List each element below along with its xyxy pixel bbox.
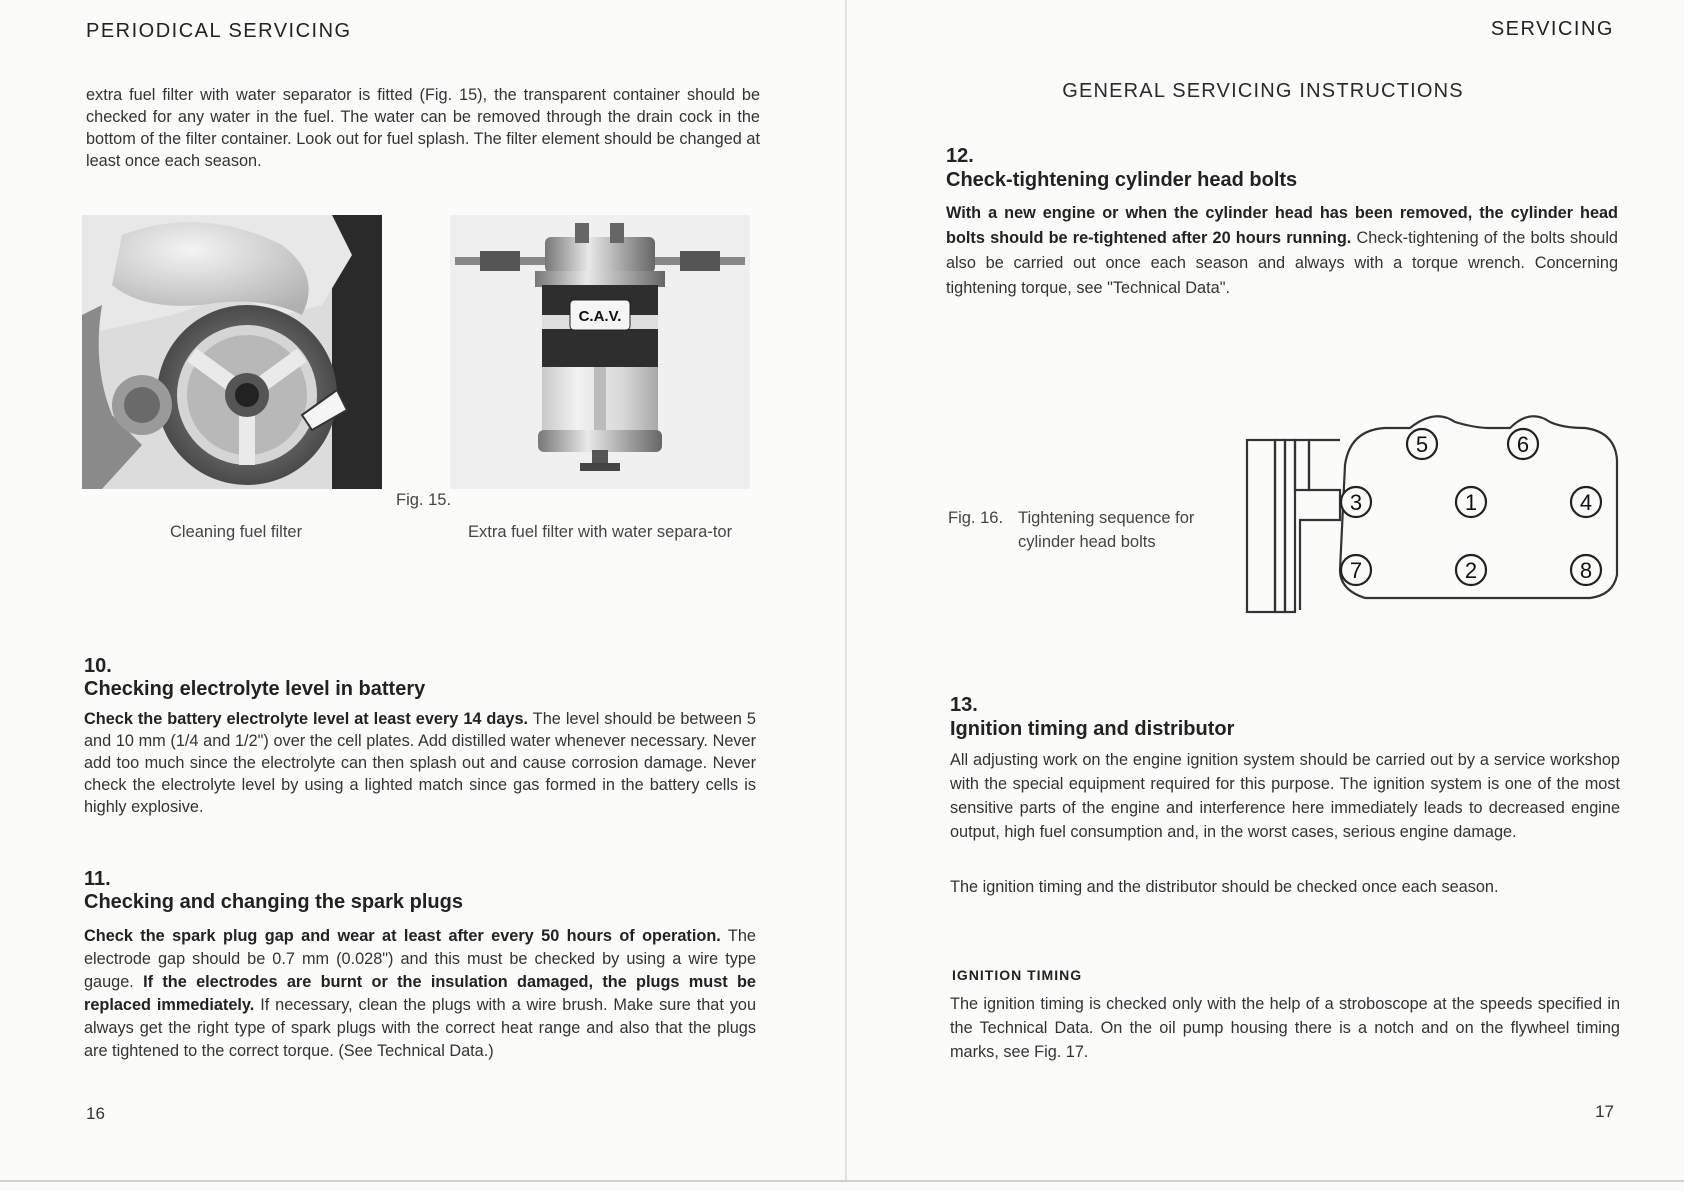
- bolt-label-5: 5: [1415, 432, 1429, 457]
- bolt-label-8: 8: [1579, 558, 1593, 583]
- section-10-title: Checking electrolyte level in battery: [84, 678, 426, 700]
- bolt-markers: [1341, 429, 1601, 585]
- section-10-number: 10.: [84, 655, 112, 677]
- figure-16-caption-line1: Tightening sequence for: [1018, 509, 1195, 527]
- bolt-label-1: 1: [1464, 490, 1478, 515]
- figure-15-label: Fig. 15.: [396, 491, 452, 509]
- bolt-6: [1508, 429, 1538, 459]
- section-11-bold-mid: If the electrodes are burnt or the insulation damaged, the plugs must be replaced immediately.: [84, 973, 756, 1014]
- bolt-label-6: 6: [1516, 432, 1530, 457]
- section-13-paragraph-1: All adjusting work on the engine ignition system should be carried out by a service workshop with the special equipment required for this purpose. The ignition system is one of the most sensitive parts of the engine and interference here immediately leads to decreased engine output, high fuel consumption and, in the worst cases, serious engine damage.: [950, 751, 1620, 841]
- section-12-number: 12.: [946, 145, 974, 167]
- section-12-title: Check-tightening cylinder head bolts: [946, 169, 1298, 191]
- bolt-8: [1571, 555, 1601, 585]
- section-11-text-2: If necessary, clean the plugs with a wire brush. Make sure that you always get the right type of spark plugs with the correct heat range and also that the plugs are tightened to the correct torque. (See Technical Data.): [84, 996, 756, 1060]
- section-11-body: [84, 925, 756, 1063]
- section-13-number: 13.: [950, 694, 978, 716]
- section-10-bold-lead: Check the battery electrolyte level at least every 14 days.: [84, 710, 529, 728]
- fuel-filter-cleaning-photo: [82, 215, 382, 489]
- running-head: SERVICING: [1490, 18, 1614, 40]
- running-head: PERIODICAL SERVICING: [86, 20, 352, 42]
- filter-brand-label: C.A.V.: [578, 308, 622, 325]
- figure-15-caption-left: Cleaning fuel filter: [170, 523, 303, 541]
- section-12-bold-lead: With a new engine or when the cylinder head has been removed, the cylinder head bolts should be re-tightened after 20 hours running.: [946, 204, 1618, 247]
- bolt-4: [1571, 487, 1601, 517]
- ignition-timing-heading: IGNITION TIMING: [952, 967, 1083, 983]
- page-number-left: 16: [86, 1104, 105, 1123]
- ignition-timing-body: The ignition timing is checked only with the help of a stroboscope at the speeds specified in the Technical Data. On the oil pump housing there is a notch and on the flywheel timing marks, see Fig. 17.: [950, 995, 1620, 1061]
- bolt-label-4: 4: [1579, 490, 1593, 515]
- section-11-text-1: The electrode gap should be 0.7 mm (0.028") and this must be checked by using a wire type gauge.: [84, 927, 756, 991]
- bolt-2: [1456, 555, 1486, 585]
- section-11-number: 11.: [84, 868, 111, 890]
- bolt-label-7: 7: [1349, 558, 1363, 583]
- page-bottom-edge: [0, 1180, 1684, 1182]
- bolt-3: [1341, 487, 1371, 517]
- section-11-bold-lead: Check the spark plug gap and wear at least after every 50 hours of operation.: [84, 927, 721, 945]
- intro-paragraph: extra fuel filter with water separator is fitted (Fig. 15), the transparent container should be checked for any water in the fuel. The water can be removed through the drain cock in the bottom of the filter container. Look out for fuel splash. The filter element should be changed at least once each season.: [86, 86, 760, 170]
- bolt-label-2: 2: [1464, 558, 1478, 583]
- bolt-7: [1341, 555, 1371, 585]
- cylinder-head-bolt-diagram: [1245, 410, 1625, 615]
- section-12-body: [946, 201, 1618, 301]
- figure-15-caption-right: Extra fuel filter with water separa-tor: [468, 523, 733, 541]
- section-13-paragraph-2: The ignition timing and the distributor should be checked once each season.: [950, 878, 1499, 896]
- section-10-text: The level should be between 5 and 10 mm (1/4 and 1/2") over the cell plates. Add distilled water whenever necessary. Never add too much since the electrolyte can then splash out and cause corrosion damage. Never check the electrolyte level by using a lighted match since gas formed in the battery cells is highly explosive.: [84, 710, 756, 816]
- bolt-label-3: 3: [1349, 490, 1363, 515]
- page-title: GENERAL SERVICING INSTRUCTIONS: [1062, 80, 1464, 102]
- figure-16-caption-line2: cylinder head bolts: [1018, 533, 1156, 551]
- bolt-1: [1456, 487, 1486, 517]
- bolt-5: [1407, 429, 1437, 459]
- section-12-text: Check-tightening of the bolts should also be carried out once each season and always with a torque wrench. Concerning tightening torque, see "Technical Data".: [946, 229, 1618, 297]
- section-10-body: [84, 708, 756, 818]
- figure-16-label: Fig. 16.: [948, 509, 1004, 527]
- water-separator-filter-photo: [450, 215, 750, 489]
- section-11-title: Checking and changing the spark plugs: [84, 891, 463, 913]
- section-13-title: Ignition timing and distributor: [950, 718, 1235, 740]
- page-number-right: 17: [1595, 1102, 1614, 1121]
